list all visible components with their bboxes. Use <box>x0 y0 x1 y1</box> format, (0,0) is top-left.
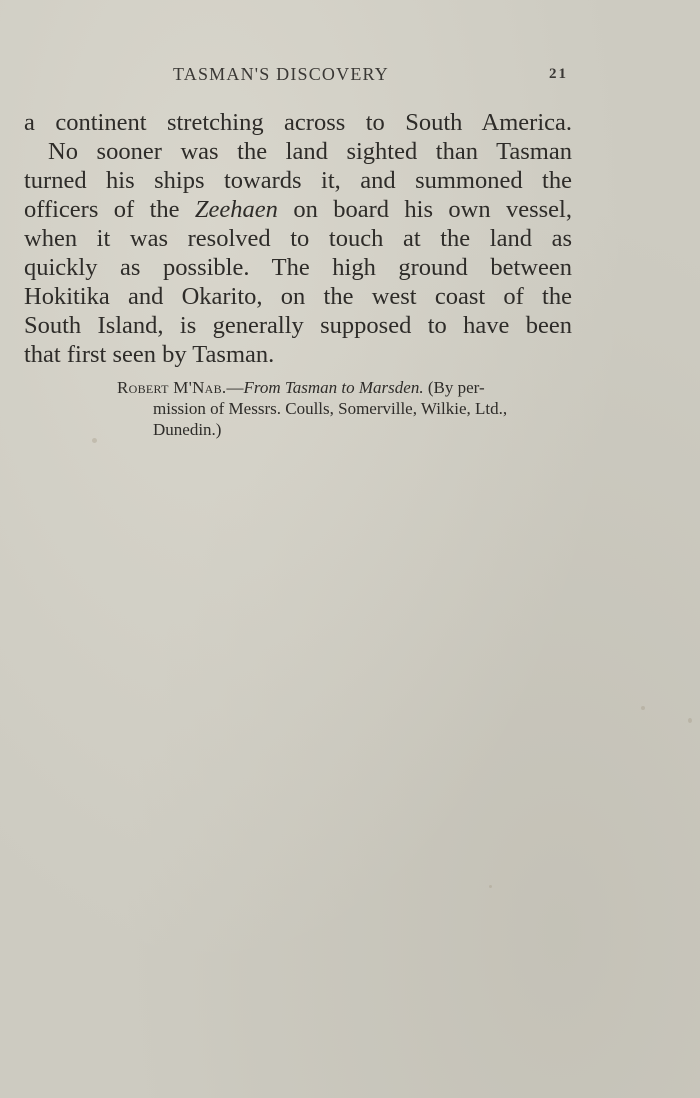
ship-name: Zeehaen <box>194 196 278 223</box>
attribution-line-3: Dunedin.) <box>153 420 222 439</box>
source-title: From Tasman to Marsden. <box>243 378 424 397</box>
text-line-8: South Island, is generally supposed to have been <box>24 312 572 339</box>
paper-spot <box>489 885 492 888</box>
attribution-line-1 <box>117 377 577 398</box>
running-title: TASMAN'S DISCOVERY <box>173 64 389 84</box>
page-number: 21 <box>549 66 568 82</box>
text-line-4 <box>24 195 572 224</box>
body-paragraph <box>24 108 572 369</box>
paper-spot <box>641 706 645 710</box>
text-line-1: a continent stretching across to South America. <box>24 109 572 136</box>
attribution <box>117 377 577 440</box>
text-line-6: quickly as possible. The high ground between <box>24 254 572 281</box>
text-line-9: that first seen by Tasman. <box>24 341 275 368</box>
text-line-5: when it was resolved to touch at the land as <box>24 225 572 252</box>
running-header <box>0 62 700 92</box>
paper-spot <box>92 438 97 443</box>
author-name: Robert M'Nab. <box>117 378 227 397</box>
em-dash: — <box>226 378 244 397</box>
text-line-7: Hokitika and Okarito, on the west coast of the <box>24 283 572 310</box>
text-line-2: No sooner was the land sighted than Tasman <box>48 138 572 165</box>
paper-spot <box>688 718 692 723</box>
text-segment: on board his own vessel, <box>277 196 572 223</box>
permission-note-start: (By per- <box>423 378 485 397</box>
text-line-3: turned his ships towards it, and summoned the <box>24 167 572 194</box>
text-segment: officers of the <box>24 196 195 223</box>
attribution-line-2: mission of Messrs. Coulls, Somerville, Wilkie, Ltd., <box>153 399 508 418</box>
